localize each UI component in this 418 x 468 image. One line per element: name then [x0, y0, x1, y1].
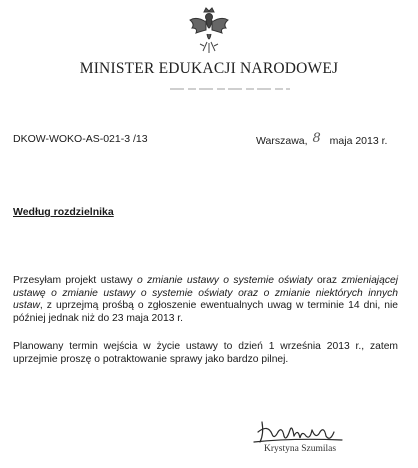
paragraph-1-italic-2: zmieniającej ustawę o zmianie ustawy o systemie oświaty oraz o zmianie niektórych innych ustaw: [13, 275, 398, 312]
month-year: maja 2013 r.: [329, 135, 388, 147]
place-date: [256, 133, 387, 148]
paragraph-2: Planowany termin wejścia w życie ustawy to dzień 1 września 2013 r., zatem uprzejmie proszę o potraktowanie sprawy jako bardzo pilnej.: [13, 341, 398, 365]
ministry-name: MINISTER EDUKACJI NARODOWEJ: [79, 60, 339, 77]
reference-number: DKOW-WOKO-AS-021-3 /13: [13, 133, 148, 145]
paragraph-1: [13, 275, 398, 325]
paragraph-1-text-1: Przesyłam projekt ustawy: [13, 275, 138, 286]
polish-eagle-emblem-icon: [187, 6, 231, 56]
signer-name: Krystyna Szumilas: [264, 444, 337, 454]
paragraph-1-text-2: oraz: [312, 275, 342, 286]
place: Warszawa,: [256, 135, 308, 147]
faint-stamp-line: [170, 86, 290, 92]
addressee-heading: Według rozdzielnika: [13, 206, 114, 218]
paragraph-1-text-3: , z uprzejmą prośbą o zgłoszenie ewentualnych uwag w terminie 14 dni, nie później jednak niż do 23 maja 2013 r.: [13, 300, 398, 324]
handwritten-day: 8: [312, 131, 321, 146]
paragraph-1-italic-1: o zmianie ustawy o systemie oświaty: [137, 275, 313, 286]
